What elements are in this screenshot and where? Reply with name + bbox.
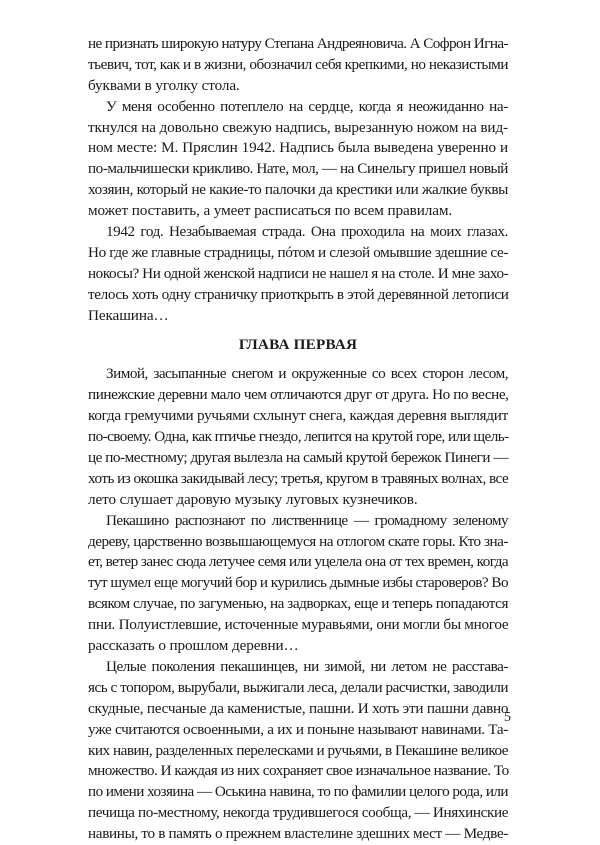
text-line: всяком случае, по загуменью, на задворках, еще и теперь попадаются	[88, 595, 508, 613]
text-line: Целые поколения пекашинцев, ни зимой, ни летом не расстава-	[106, 657, 508, 675]
text-line: по имени хозяина — Оськина навина, то по фамилии целого рода, или	[88, 783, 508, 801]
text-line: навины, то в память о прежнем властелине здешних мест — Медве-	[88, 825, 508, 843]
text-line: печища по-местному, некогда трудившегося сообща, — Иняхинские	[88, 804, 509, 822]
text-line: дереву, царственно возвышающемуся на отлогом скате горы. Кто зна-	[88, 532, 508, 550]
text-line: пни. Полуистлевшие, источенные муравьями, они могли бы многое	[88, 616, 509, 634]
paragraph	[88, 34, 508, 97]
page-number: 5	[504, 710, 511, 725]
text-line: множество. И каждая из них сохраняет свое изначальное название. То	[88, 762, 509, 780]
paragraph	[88, 222, 508, 326]
text-line: хозяин, который не какие-то палочки да крестики или жалкие буквы	[88, 181, 508, 199]
paragraph	[88, 364, 508, 510]
text-line: лето слушает даровую музыку луговых кузнечиков.	[88, 490, 418, 508]
text-line: по-своему. Одна, как птичье гнездо, лепится на крутой горе, или щель-	[88, 428, 509, 446]
text-line: по-мальчишески крикливо. Нате, мол, — на Синельгу пришел новый	[88, 160, 508, 178]
text-line: не признать широкую натуру Степана Андреяновича. А Софрон Игна-	[88, 35, 508, 52]
text-line: тут шумел еще могучий бор и курились дымные избы староверов? Во	[88, 574, 509, 592]
paragraph	[88, 657, 508, 845]
chapter-heading: ГЛАВА ПЕРВАЯ	[238, 336, 358, 354]
text-line: ет, ветер занес сюда летучее семя или уцелела она от тех времен, когда	[88, 553, 508, 571]
paragraph	[88, 511, 508, 657]
text-line: телось хоть одну страничку приоткрыть в этой деревянной летописи	[88, 285, 509, 303]
text-line: ном месте: М. Пряслин 1942. Надпись была выведена уверенно и	[88, 139, 508, 157]
text-line: це по-местному; другая вылезла на самый крутой бережок Пинеги —	[88, 449, 509, 467]
text-line: 1942 год. Незабываемая страда. Она проходила на моих глазах.	[106, 223, 508, 241]
text-line: пинежские деревни мало чем отличаются друг от друга. Но по весне,	[88, 386, 509, 404]
text-line: скудные, песчаные да каменистые, пашни. И хоть эти пашни давно	[88, 699, 509, 717]
text-line: Пекашино распознают по лиственнице — громадному зеленому	[106, 511, 508, 529]
text-line: буквами в уголку стола.	[88, 76, 240, 94]
text-line: тьевич, тот, как и в жизни, обозначил себя крепкими, но неказистыми	[88, 55, 508, 73]
text-line: ких навин, разделенных перелесками и ручьями, в Пекашине великое	[88, 741, 508, 759]
text-line: рассказать о прошлом деревни…	[88, 637, 299, 655]
text-line: когда гремучими ручьями схлынут снега, каждая деревня выглядит	[88, 407, 508, 425]
text-line: Но где же главные страдницы, пóтом и слезой омывшие здешние се-	[88, 243, 508, 261]
text-line: ясь с топором, вырубали, выжигали леса, делали расчистки, заводили	[88, 678, 508, 696]
text-line: хоть из окошка закидывай лесу; третья, кругом в травяных волнах, все	[88, 469, 509, 487]
text-line: ткнулся на довольно свежую надпись, вырезанную ножом на вид-	[88, 118, 508, 136]
page-text	[88, 34, 508, 845]
paragraph	[88, 97, 508, 222]
text-line: Зимой, засыпанные снегом и окруженные со всех сторон лесом,	[106, 365, 508, 383]
text-line: У меня особенно потеплело на сердце, когда я неожиданно на-	[106, 97, 508, 115]
text-line: Пекашина…	[88, 306, 169, 324]
text-line: нокосы? Ни одной женской надписи не нашел я на столе. И мне захо-	[88, 264, 509, 282]
text-line: может поставить, а умеет расписаться по всем правилам.	[88, 202, 453, 220]
text-line: уже считаются освоенными, а их и поныне называют навинами. Та-	[88, 720, 508, 738]
